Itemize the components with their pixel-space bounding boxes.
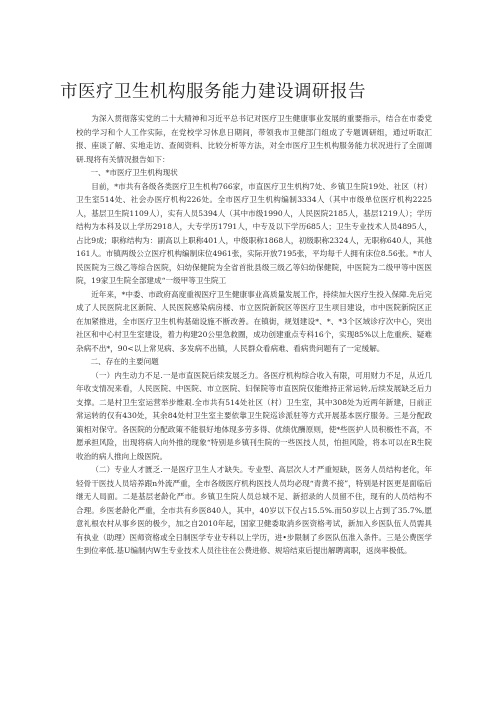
section-heading: 二、存在的主要问题 <box>90 357 159 366</box>
page-title: 市医疗卫生机构服务能力建设调研报告 <box>60 82 366 102</box>
body-paragraph: （二）专业人才匮乏.一是医疗卫生人才缺失。专业型、高层次人才严重短缺，医务人员结构老化，年轻骨干医技人员培养跟n外流严重，全市各级医疗机构医技人员均必现“青黄不接”，特别是村医更是面临后继无人局面。二是基层老龄化严市。乡镇卫生院人员总城不足、新招录的人员留不住，现有的人员结构不合理。乡医老龄化严重，全市共有乡医840人，其中，40岁以下仅占15.5%.而50岁以上占到了35.7%,愿意礼根农村从事乡医的极少，加之自2010年起，国家卫健委取消乡医资格考试，新加入乡医队伍人员需具有执业（助理）医师资格或全日制医学专业专科以上学历，进•步限制了乡医队伍准入条件。三是公费医学生到位率低.基U编制内W生专业技术人员往往在公费进修、规培结束后提出解聘离职，返岗率极低。 <box>76 465 432 555</box>
intro-paragraph: 为深入贯彻落实党的二十大精神和习近平总书记对医疗卫生健康事业发展的重要指示，结合在市委党校的学习和个人工作实际，在党校学习休息日期间，带领我市卫健部门组成了专题调研组，通过听取汇报、座谈了解、实地走访、查阅资料、比较分析等方法，对全市医疗卫生机构服务能力状况进行了全面调研.现将有关情况报告如下： <box>76 114 432 164</box>
body-paragraph: （一）内生动力不足.一是市直医院后续发展乏力。各医疗机构综合收入有限，可用财力不足，从近几年收支情况来看，人民医院、中医院、市立医院、妇保院等市直医院仅能维持正常运转,后续发展缺乏后力支撑。二是村卫生室运营举步维艰.全市共有514处社区（村）卫生室，其中308处为近两年新建，日前正常运转的仅有430处，其余84处村卫生室主要依靠卫生院巡诊派驻等方式开展基本医疗服务。三是分配政策相对保守。各医院的分配政策不能很好地体现多劳多得、优绩优酬原则，使*些医护人员积极性不高，不愿承担风险，出现将病人向外推的现象“特别是乡镇刊生院的一些医技人员，怕担风险，将本可以在R生院收治的病人推向上级医院。 <box>76 370 432 461</box>
section-heading: 一、*市医疗卫生机构现状 <box>90 168 178 177</box>
body-paragraph: 目前，*市共有各级各类医疗卫生机构766家，市直医疗卫生机构7处、乡镇卫生院19处、社区（村）卫生室514处、社会办医疗机构226处。全市医疗卫生机构编制3334人（其中市级单位医疗机构2225人，基层卫生院1109人），实有人员5394人（其中市级1990人，人民医院2185人，基层1219人）；学历结构为本科及以上学历2918人，大专学历1791人，中专及以下学历685人；卫生专业技术人员4895人，占比9成；职称结构为：副高以上职称401人，中级职称1868人，初级职称2324人，无职称640人，其他161人。市镇两级公立医疗机构编制床位4961张，实际开放7195张，平均每千人拥有床位8.56张。*市人民医院为三级乙等综合医院，妇幼保健院为全省首批县级三级乙等妇幼保健院，中医院为二级甲等中医医院，19家卫生院全部建成“一级甲等卫生院工 <box>76 181 432 285</box>
document-body <box>76 112 432 558</box>
body-paragraph: 近年来，*中委、市政府高度重视医疗卫生健康事业高质量发展工作，持续加大医疗生投入保障.先后完成了人民医院北区新院、人民医院感染病房楼、市立医院新院区等医疗卫生项目建设，市中医院新院区正在加紧推进，全市医疗卫生机构基础设施不断改善。在镇街，规划建设*、*、*3个区域诊疗次中心，突出社区和中心村卫生室建设，着力构建20公里急救圈，成功创建重点专科16个，实现85%以上危重疾、疑难杂病不出*，90<以上常见病、多发病不出镇，人民群众看病难、看病贵问题有了一定缓解。 <box>76 289 432 353</box>
